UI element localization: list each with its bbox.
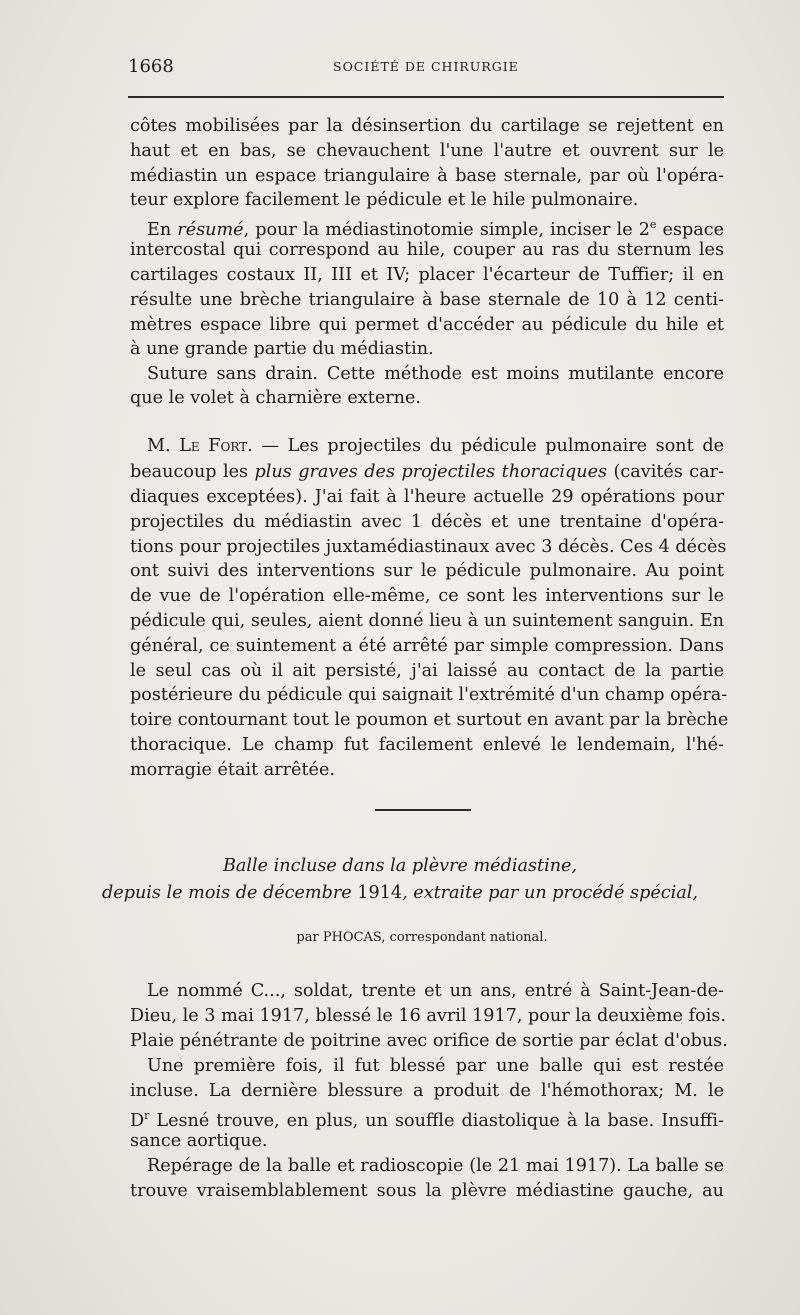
p4-line-1-end: . — Les projectiles du pédicule pulmonaire sont de <box>247 436 724 456</box>
p6-line-3 <box>130 1103 724 1129</box>
p1-line-1: côtes mobilisées par la désinsertion du cartilage se rejettent en <box>130 116 724 136</box>
p2-line-1-middle: , pour la médiastinotomie simple, inciser le 2 <box>243 219 650 240</box>
p2-line-2: intercostal qui correspond au hile, couper au ras du sternum les <box>130 240 724 260</box>
p4-line-13: thoracique. Le champ fut facilement enlevé le lendemain, l'hé- <box>130 735 724 755</box>
p4-line-8: pédicule qui, seules, aient donné lieu à un suintement sanguin. En <box>130 611 724 631</box>
p4-line-14: morragie était arrêtée. <box>130 760 335 780</box>
p2-line-6: à une grande partie du médiastin. <box>130 339 434 359</box>
p2-line-1 <box>147 212 724 238</box>
p7-line-1: Repérage de la balle et radioscopie (le 21 mai 1917). La balle se <box>147 1156 724 1176</box>
p6-line-2: incluse. La dernière blessure a produit de l'hémothorax; M. le <box>130 1081 724 1101</box>
p4-line-3: diaques exceptées). J'ai fait à l'heure actuelle 29 opérations pour <box>130 487 724 507</box>
p4-line-4: projectiles du médiastin avec 1 décès et une trentaine d'opéra- <box>130 512 724 532</box>
article-title-line-2 <box>0 880 800 906</box>
doctor-superscript: r <box>144 1109 150 1122</box>
p6-line-1: Une première fois, il fut blessé par une balle qui est restée <box>147 1056 724 1076</box>
article-byline: par PHOCAS, correspondant national. <box>296 930 548 945</box>
p5-line-1: Le nommé C..., soldat, trente et un ans, entré à Saint-Jean-de- <box>147 981 724 1001</box>
p4-line-2 <box>130 459 724 485</box>
p4-line-10: le seul cas où il ait persisté, j'ai laissé au contact de la partie <box>130 661 724 681</box>
header-rule <box>128 96 724 98</box>
p2-line-1-end: espace <box>656 219 724 240</box>
p4-line-1 <box>147 433 724 459</box>
p4-line-9: général, ce suintement a été arrêté par simple compression. Dans <box>130 636 724 656</box>
speaker-name: Le Fort <box>179 436 248 456</box>
p1-line-4: teur explore facilement le pédicule et le hile pulmonaire. <box>130 190 639 210</box>
p4-line-7: de vue de l'opération elle-même, ce sont les interventions sur le <box>130 586 724 606</box>
p2-line-1-start: En <box>147 219 178 240</box>
p6-line-3-start: D <box>130 1110 145 1131</box>
title-line-2-start: depuis le mois de décembre <box>102 883 358 903</box>
p6-line-3-end: Lesné trouve, en plus, un souffle diastolique à la base. Insuffi- <box>149 1110 724 1131</box>
section-separator <box>375 809 471 811</box>
emphasis-projectiles: plus graves des projectiles thoraciques <box>254 462 608 482</box>
p4-line-12: toire contournant tout le poumon et surtout en avant par la brèche <box>130 710 729 730</box>
p3-line-1: Suture sans drain. Cette méthode est moins mutilante encore <box>147 364 724 384</box>
p2-line-3: cartilages costaux II, III et IV; placer l'écarteur de Tuffier; il en <box>130 265 724 285</box>
p5-line-2: Dieu, le 3 mai 1917, blessé le 16 avril 1917, pour la deuxième fois. <box>130 1006 726 1026</box>
p3-line-2: que le volet à charnière externe. <box>130 388 421 408</box>
p5-line-3: Plaie pénétrante de poitrine avec orifice de sortie par éclat d'obus. <box>130 1031 728 1051</box>
running-title: SOCIÉTÉ DE CHIRURGIE <box>333 59 519 74</box>
emphasis-resume: résumé <box>177 219 244 240</box>
title-year: 1914 <box>357 883 403 903</box>
p6-line-4: sance aortique. <box>130 1131 268 1151</box>
p4-line-1-start: M. <box>147 436 180 456</box>
p4-line-11: postérieure du pédicule qui saignait l'extrémité d'un champ opéra- <box>130 685 728 705</box>
p7-line-2: trouve vraisemblablement sous la plèvre médiastine gauche, au <box>130 1181 724 1201</box>
p4-line-6: ont suivi des interventions sur le pédicule pulmonaire. Au point <box>130 561 724 581</box>
p2-line-5: mètres espace libre qui permet d'accéder au pédicule du hile et <box>130 315 724 335</box>
page-header <box>128 56 724 76</box>
page-number: 1668 <box>128 56 174 77</box>
ordinal-superscript: e <box>649 218 657 231</box>
p1-line-2: haut et en bas, se chevauchent l'une l'autre et ouvrent sur le <box>130 141 724 161</box>
article-title-line-1: Balle incluse dans la plèvre médiastine, <box>222 856 578 876</box>
p4-line-2-end: (cavités car- <box>607 462 724 482</box>
p4-line-2-start: beaucoup les <box>130 462 255 482</box>
title-line-2-end: , extraite par un procédé spécial, <box>402 883 698 903</box>
p1-line-3: médiastin un espace triangulaire à base sternale, par où l'opéra- <box>130 166 724 186</box>
p4-line-5: tions pour projectiles juxtamédiastinaux avec 3 décès. Ces 4 décès <box>130 537 727 557</box>
p2-line-4: résulte une brèche triangulaire à base sternale de 10 à 12 centi- <box>130 290 724 310</box>
